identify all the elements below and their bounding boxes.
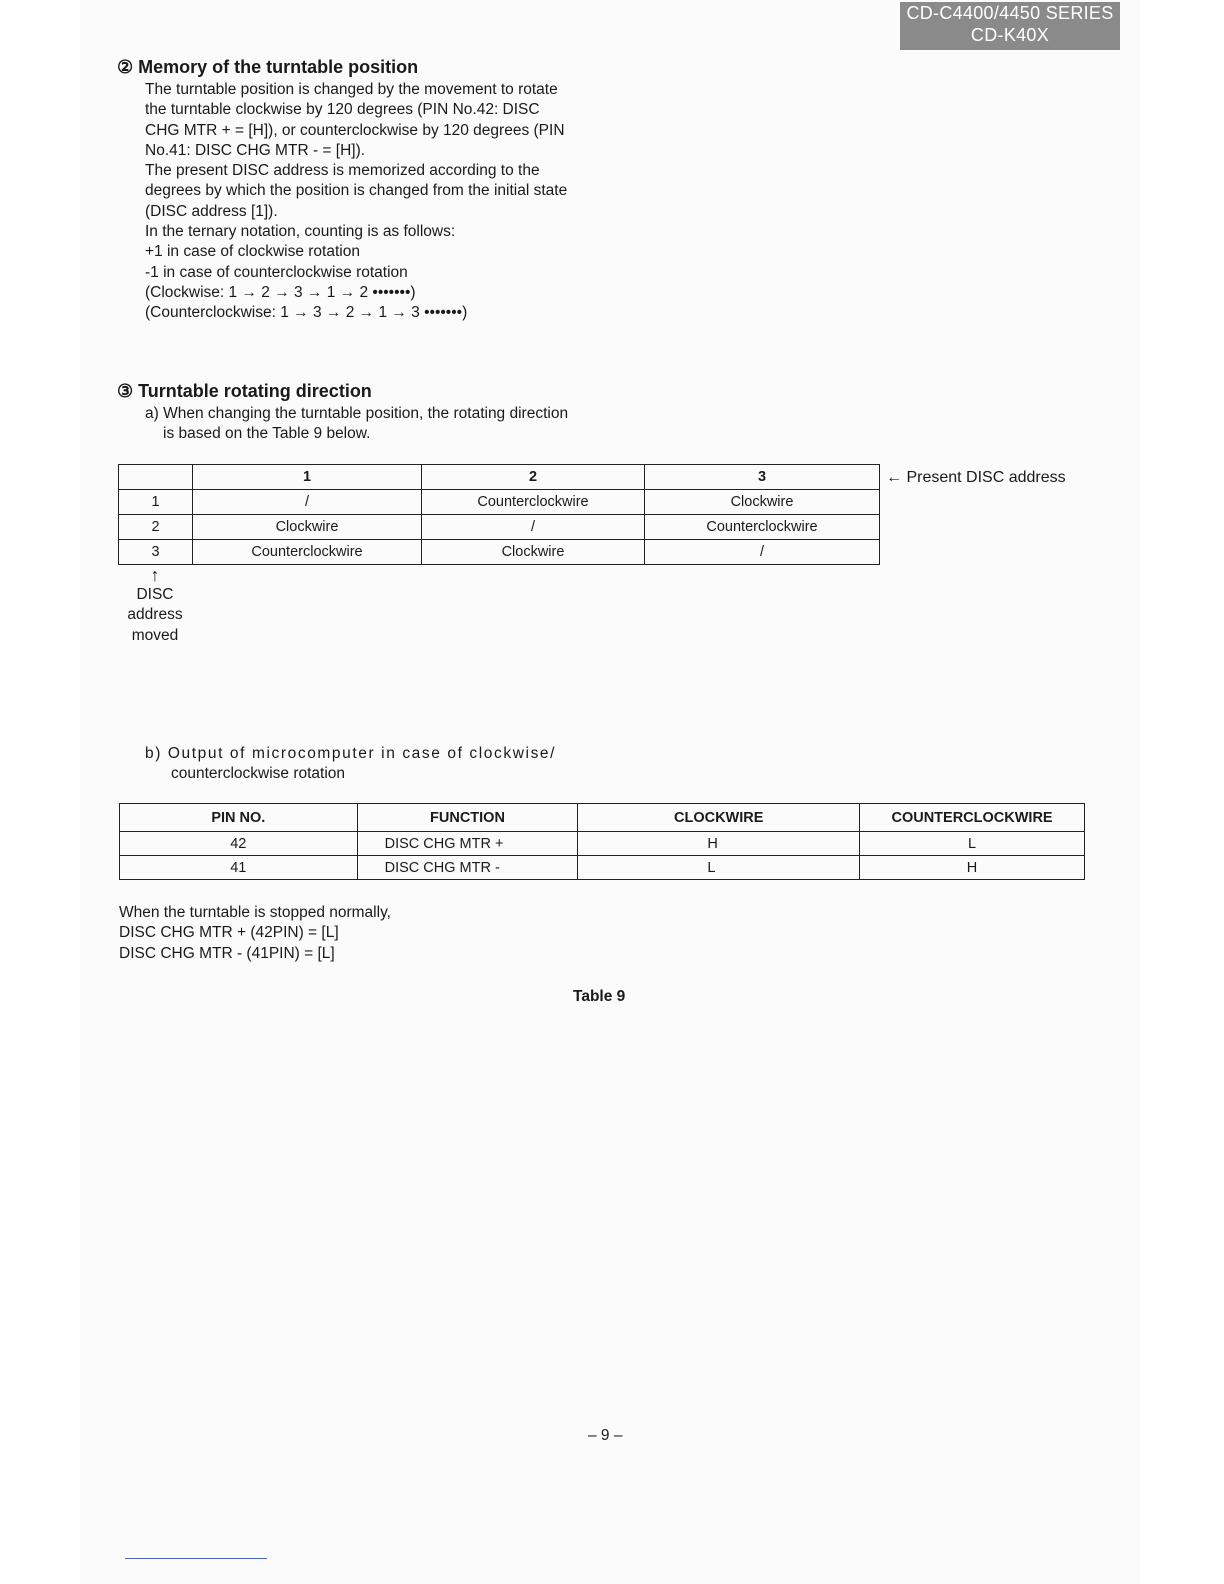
header-cell: CLOCKWIRE <box>578 804 860 832</box>
present-disc-address-label: ← Present DISC address <box>886 469 1066 486</box>
table-cell: H <box>578 832 860 856</box>
section-3b-text <box>145 744 615 785</box>
section-2-line: -1 in case of counterclockwise rotation <box>145 263 408 281</box>
table-cell: Clockwire <box>645 490 880 515</box>
section-2-line: +1 in case of clockwise rotation <box>145 243 360 261</box>
table-row <box>119 515 880 540</box>
left-label-line: DISC <box>136 586 174 603</box>
table-cell: / <box>422 515 645 540</box>
direction-table <box>118 464 880 565</box>
note-line: When the turntable is stopped normally, <box>119 904 391 921</box>
section-2-line: the turntable clockwise by 120 degrees (PIN No.42: DISC <box>145 101 540 119</box>
table-cell: L <box>578 856 860 880</box>
table-row <box>119 540 880 565</box>
header-cell <box>119 465 193 490</box>
table-cell: 1 <box>119 490 193 515</box>
section-2-line: The turntable position is changed by the movement to rotate <box>145 81 558 98</box>
header-cell: 1 <box>193 465 422 490</box>
table-caption: Table 9 <box>573 988 626 1005</box>
section-2-line: (DISC address [1]). <box>145 202 278 220</box>
disc-address-moved-label <box>118 565 192 646</box>
note-line: DISC CHG MTR - (41PIN) = [L] <box>119 944 335 962</box>
output-table <box>119 803 1085 880</box>
header-cell: PIN NO. <box>120 804 358 832</box>
section-2-line: No.41: DISC CHG MTR - = [H]). <box>145 141 366 159</box>
header-cell: 2 <box>422 465 645 490</box>
section-3a-text <box>145 404 605 445</box>
table-cell: L <box>860 832 1085 856</box>
table-row <box>120 856 1085 880</box>
left-label-line: moved <box>131 626 179 644</box>
table-cell: Clockwire <box>422 540 645 565</box>
section-3a-line: a) When changing the turntable position, the rotating direction <box>145 405 569 422</box>
table-cell: Counterclockwire <box>645 515 880 540</box>
section-2-line: (Counterclockwise: 1 → 3 → 2 → 1 → 3 •••••••) <box>145 304 468 322</box>
table-cell: / <box>193 490 422 515</box>
section-2-line: (Clockwise: 1 → 2 → 3 → 1 → 2 •••••••) <box>145 283 416 301</box>
section-3a-line: is based on the Table 9 below. <box>163 425 371 443</box>
section-2-line: In the ternary notation, counting is as follows: <box>145 223 456 241</box>
section-3b-line: counterclockwise rotation <box>171 765 346 783</box>
header-cell: COUNTERCLOCKWIRE <box>860 804 1085 832</box>
table-cell: DISC CHG MTR + <box>357 832 578 856</box>
section-3-title: ③ Turntable rotating direction <box>117 381 372 401</box>
section-2-line: degrees by which the position is changed from the initial state <box>145 182 568 200</box>
table-cell: / <box>645 540 880 565</box>
up-arrow-icon: ↑ <box>150 565 160 585</box>
model-variant: CD-K40X <box>970 25 1050 45</box>
table-cell: Counterclockwire <box>193 540 422 565</box>
note-line: DISC CHG MTR + (42PIN) = [L] <box>119 924 339 942</box>
table-cell: 42 <box>120 832 358 856</box>
direction-table-header <box>119 465 880 490</box>
table-cell: Counterclockwire <box>422 490 645 515</box>
table-cell: 2 <box>119 515 193 540</box>
model-series: CD-C4400/4450 SERIES <box>906 3 1114 23</box>
output-table-header <box>120 804 1085 832</box>
section-2-line: CHG MTR + = [H]), or counterclockwise by 120 degrees (PIN <box>145 121 565 139</box>
section-2-line: The present DISC address is memorized according to the <box>145 162 540 180</box>
header-cell: FUNCTION <box>357 804 578 832</box>
stopped-notes <box>119 903 619 964</box>
table-row <box>120 832 1085 856</box>
table-cell: 41 <box>120 856 358 880</box>
header-cell: 3 <box>645 465 880 490</box>
section-2-body <box>145 80 585 324</box>
table-cell: DISC CHG MTR - <box>357 856 578 880</box>
page-number: – 9 – <box>588 1427 623 1444</box>
model-header <box>900 2 1120 50</box>
left-label-line: address <box>127 606 183 624</box>
table-cell: H <box>860 856 1085 880</box>
bottom-rule <box>125 1558 267 1559</box>
table-cell: Clockwire <box>193 515 422 540</box>
table-cell: 3 <box>119 540 193 565</box>
section-3b-line: b) Output of microcomputer in case of clockwise/ <box>145 745 557 762</box>
table-row <box>119 490 880 515</box>
section-2-title: ② Memory of the turntable position <box>117 57 419 77</box>
